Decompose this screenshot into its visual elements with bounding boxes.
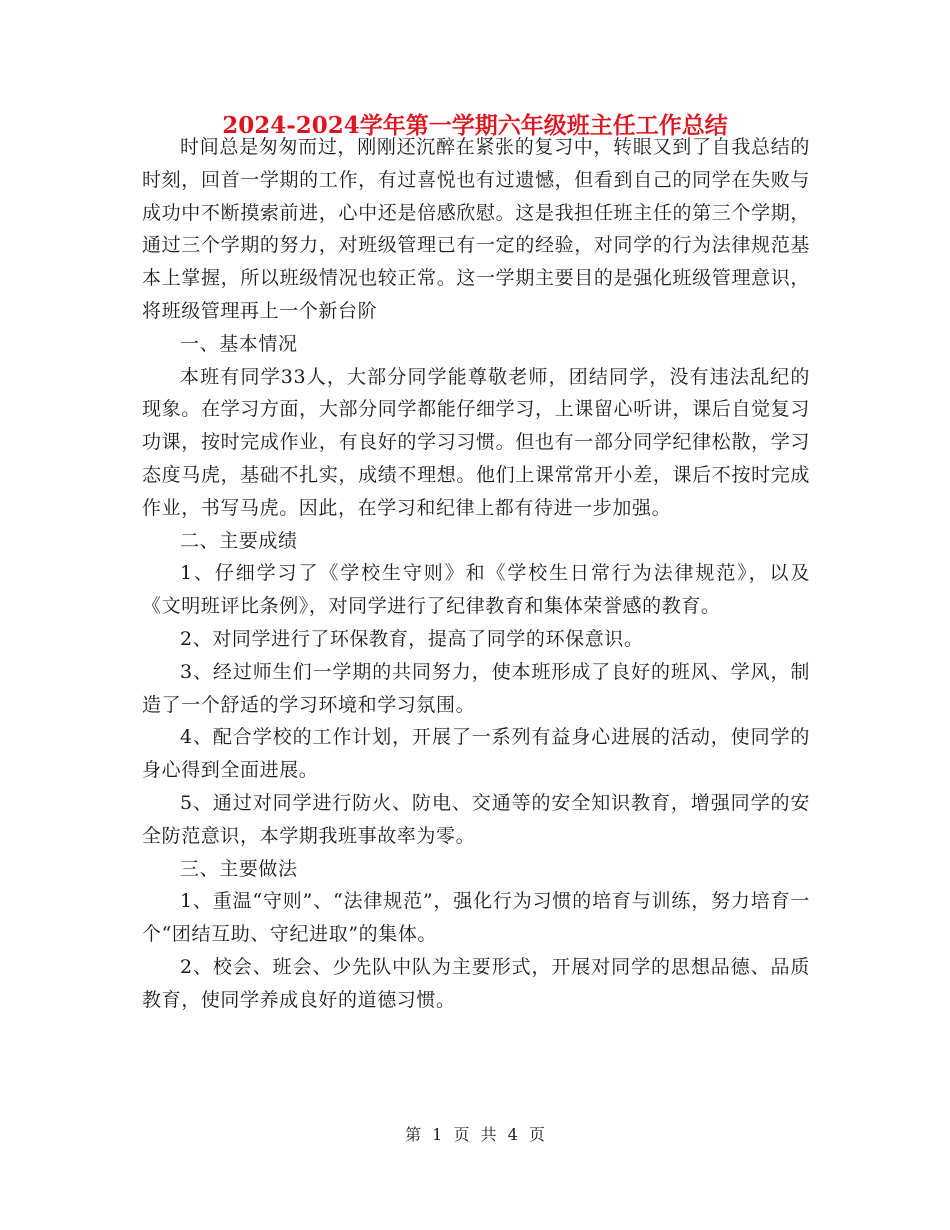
achievement-item-5: 5、通过对同学进行防火、防电、交通等的安全知识教育，增强同学的安全防范意识，本学期我班事故率为零。	[142, 791, 810, 847]
section-heading-basic-situation: 一、基本情况	[180, 332, 298, 355]
section-heading-main-achievements: 二、主要成绩	[180, 529, 298, 552]
achievement-item-4: 4、配合学校的工作计划，开展了一系列有益身心进展的活动，使同学的身心得到全面进展。	[142, 726, 810, 782]
achievement-item-1: 1、仔细学习了《学校生守则》和《学校生日常行为法律规范》，以及《文明班评比条例》，对同学进行了纪律教育和集体荣誉感的教育。	[142, 562, 810, 618]
document-title: 2024-2024学年第一学期六年级班主任工作总结	[222, 112, 728, 139]
method-item-1: 1、重温“守则”、“法律规范”，强化行为习惯的培育与训练，努力培育一个“团结互助、守纪进取”的集体。	[142, 890, 810, 946]
document-body	[142, 131, 810, 1017]
basic-situation-paragraph: 本班有同学33人，大部分同学能尊敬老师，团结同学，没有违法乱纪的现象。在学习方面，大部分同学都能仔细学习，上课留心听讲，课后自觉复习功课，按时完成作业，有良好的学习习惯。但也有一部分同学纪律松散，学习态度马虎，基础不扎实，成绩不理想。他们上课常常开小差，课后不按时完成作业，书写马虎。因此，在学习和纪律上都有待进一步加强。	[142, 365, 810, 519]
intro-paragraph: 时间总是匆匆而过，刚刚还沉醉在紧张的复习中，转眼又到了自我总结的时刻，回首一学期的工作，有过喜悦也有过遗憾，但看到自己的同学在失败与成功中不断摸索前进，心中还是倍感欣慰。这是我担任班主任的第三个学期，通过三个学期的努力，对班级管理已有一定的经验，对同学的行为法律规范基本上掌握，所以班级情况也较正常。这一学期主要目的是强化班级管理意识，将班级管理再上一个新台阶	[142, 136, 810, 322]
section-heading-main-methods: 三、主要做法	[180, 857, 298, 880]
achievement-item-2: 2、对同学进行了环保教育，提高了同学的环保意识。	[180, 627, 644, 650]
achievement-item-3: 3、经过师生们一学期的共同努力，使本班形成了良好的班风、学风，制造了一个舒适的学习环境和学习氛围。	[142, 660, 810, 716]
method-item-2: 2、校会、班会、少先队中队为主要形式，开展对同学的思想品德、品质教育，使同学养成良好的道德习惯。	[142, 955, 810, 1011]
page-number-footer: 第 1 页 共 4 页	[405, 1125, 545, 1144]
